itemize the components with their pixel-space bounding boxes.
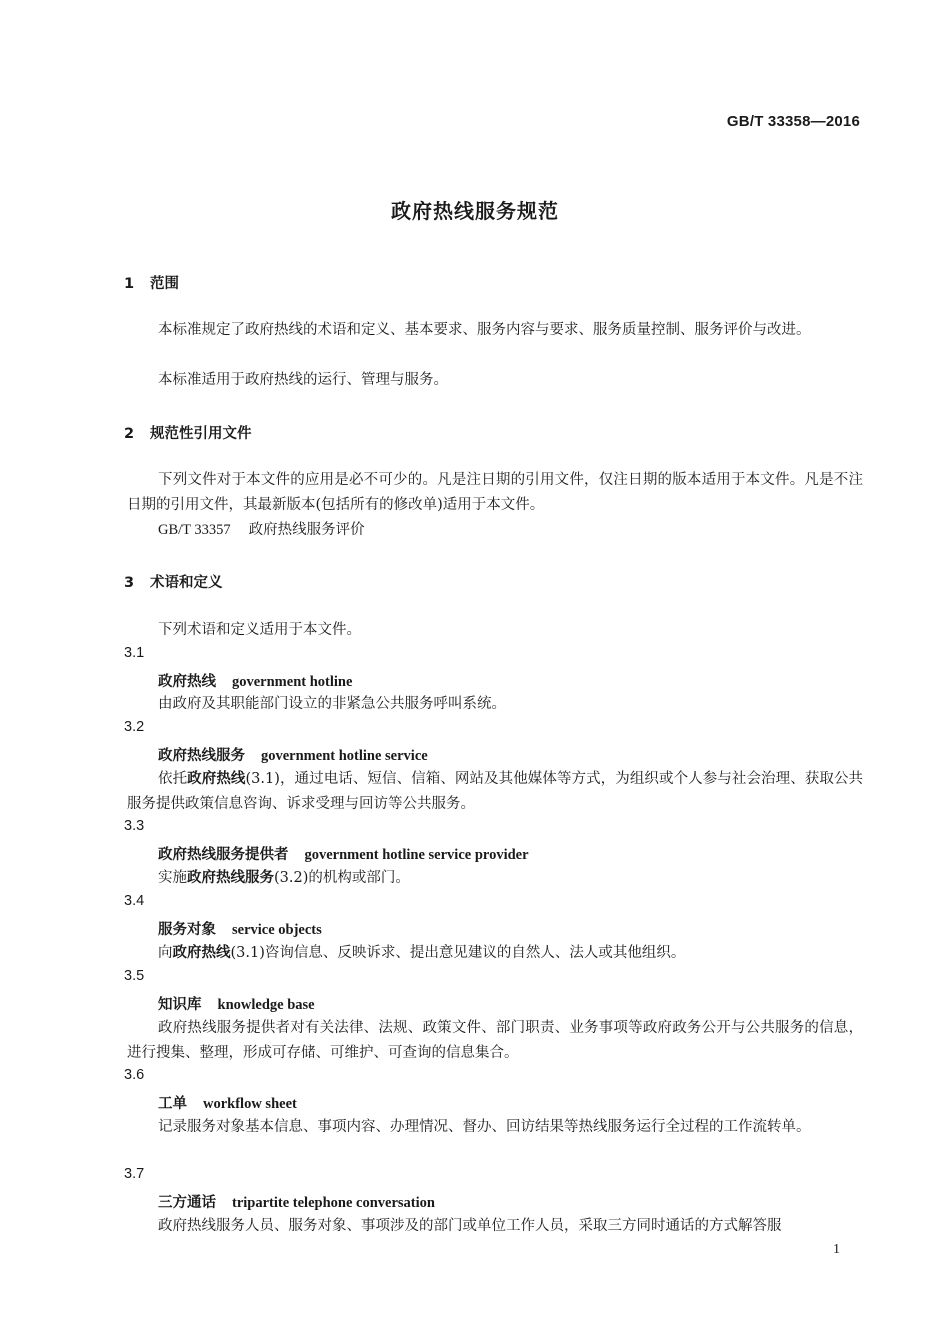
term-number: 3.1 xyxy=(124,645,145,661)
standard-code: GB/T 33358—2016 xyxy=(726,113,860,130)
term-en: government hotline service provider xyxy=(304,847,529,863)
definition-text: (3.1)，通过电话、短信、信箱、网站及其他媒体等方式，为组织或个人参与社会治理、获取公共服务提供政策信息咨询、诉求受理与回访等公共服务。 xyxy=(127,771,864,812)
term-definition: 政府热线服务提供者对有关法律、法规、政策文件、部门职责、业务事项等政府政务公开与公共服务的信息，进行搜集、整理，形成可存储、可维护、可查询的信息集合。 xyxy=(127,1020,863,1061)
term-heading xyxy=(158,993,315,1014)
definition-text: (3.1)咨询信息、反映诉求、提出意见建议的自然人、法人或其他组织。 xyxy=(230,945,686,961)
section-1-paragraph-2: 本标准适用于政府热线的运行、管理与服务。 xyxy=(158,372,448,388)
section-1-paragraph-1: 本标准规定了政府热线的术语和定义、基本要求、服务内容与要求、服务质量控制、服务评价与改进。 xyxy=(158,322,811,338)
page-number: 1 xyxy=(833,1242,840,1257)
section-3-intro: 下列术语和定义适用于本文件。 xyxy=(158,622,361,638)
definition-reference: 政府热线 xyxy=(187,771,246,787)
term-zh: 政府热线服务 xyxy=(158,748,245,764)
term-zh: 工单 xyxy=(158,1096,187,1112)
term-heading xyxy=(158,1191,435,1212)
term-zh: 知识库 xyxy=(158,997,202,1013)
term-number: 3.5 xyxy=(124,968,145,984)
term-en: government hotline service xyxy=(261,748,428,764)
definition-text: 向 xyxy=(158,945,173,961)
term-number: 3.7 xyxy=(124,1166,145,1182)
section-title: 术语和定义 xyxy=(150,575,223,591)
document-title: 政府热线服务规范 xyxy=(391,199,559,223)
reference-title: 政府热线服务评价 xyxy=(248,522,365,538)
term-zh: 服务对象 xyxy=(158,922,216,938)
definition-reference: 政府热线 xyxy=(172,945,231,961)
term-definition xyxy=(127,767,863,817)
term-en: tripartite telephone conversation xyxy=(232,1195,435,1211)
term-zh: 政府热线服务提供者 xyxy=(158,847,289,863)
term-zh: 三方通话 xyxy=(158,1195,216,1211)
section-3-heading xyxy=(124,571,223,592)
section-number: 2 xyxy=(124,426,135,442)
section-2-paragraph-1: 下列文件对于本文件的应用是必不可少的。凡是注日期的引用文件，仅注日期的版本适用于本文件。凡是不注日期的引用文件，其最新版本(包括所有的修改单)适用于本文件。 xyxy=(127,472,863,513)
section-number: 3 xyxy=(124,575,135,591)
section-title: 规范性引用文件 xyxy=(150,426,252,442)
term-definition: 记录服务对象基本信息、事项内容、办理情况、督办、回访结果等热线服务运行全过程的工作流转单。 xyxy=(158,1119,811,1135)
definition-text: (3.2)的机构或部门。 xyxy=(274,870,410,886)
term-zh: 政府热线 xyxy=(158,674,216,690)
term-number: 3.2 xyxy=(124,719,145,735)
term-number: 3.6 xyxy=(124,1067,145,1083)
term-en: knowledge base xyxy=(217,997,315,1013)
term-definition: 由政府及其职能部门设立的非紧急公共服务呼叫系统。 xyxy=(158,696,506,712)
term-en: workflow sheet xyxy=(203,1096,297,1112)
reference-code: GB/T 33357 xyxy=(158,522,231,538)
section-1-heading xyxy=(124,272,179,293)
normative-reference xyxy=(158,518,365,539)
term-number: 3.4 xyxy=(124,893,145,909)
term-heading xyxy=(158,843,529,864)
term-definition: 政府热线服务人员、服务对象、事项涉及的部门或单位工作人员，采取三方同时通话的方式解答服 xyxy=(158,1218,782,1234)
term-heading xyxy=(158,918,322,939)
term-definition xyxy=(127,866,863,891)
definition-text: 实施 xyxy=(158,870,187,886)
definition-reference: 政府热线服务 xyxy=(187,870,274,886)
term-en: government hotline xyxy=(232,674,353,690)
definition-text: 依托 xyxy=(158,771,188,787)
term-definition xyxy=(127,941,863,966)
term-heading xyxy=(158,744,428,765)
section-title: 范围 xyxy=(150,276,179,292)
term-number: 3.3 xyxy=(124,818,145,834)
term-heading xyxy=(158,670,352,691)
term-heading xyxy=(158,1092,297,1113)
term-en: service objects xyxy=(232,922,322,938)
section-number: 1 xyxy=(124,276,135,292)
section-2-heading xyxy=(124,422,252,443)
